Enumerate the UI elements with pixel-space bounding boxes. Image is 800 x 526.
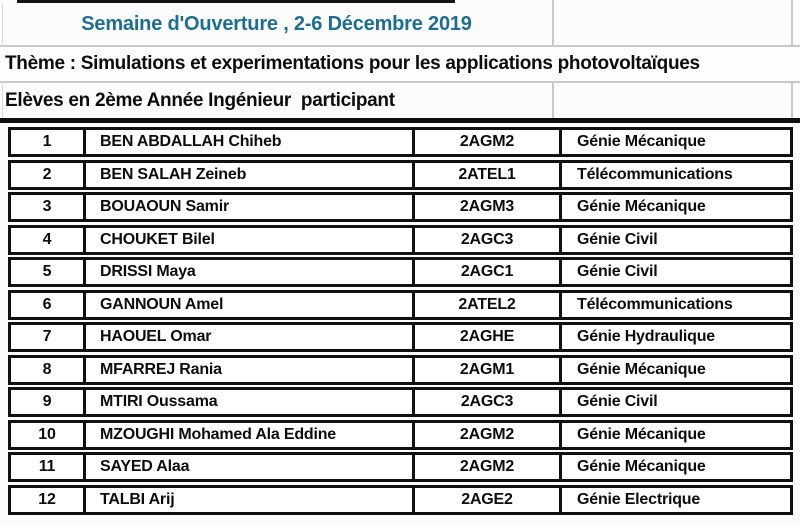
department-cell: Génie Electrique: [577, 490, 701, 508]
student-name-cell: MTIRI Oussama: [86, 390, 415, 414]
student-name-cell: DRISSI Maya: [86, 260, 415, 284]
students-table: [8, 127, 793, 515]
class-group-cell: 2AGC3: [415, 228, 562, 252]
row-number-cell: 5: [11, 260, 86, 284]
department-cell: Télécommunications: [577, 295, 733, 313]
table-row: [8, 485, 793, 515]
student-name-cell: SAYED Alaa: [86, 455, 415, 479]
row-number-cell: 2: [11, 163, 86, 187]
table-row: [8, 452, 793, 482]
class-group-cell: 2AGHE: [415, 325, 562, 349]
participants-line: Elèves en 2ème Année Ingénieur participant: [5, 89, 395, 111]
department-cell: Génie Civil: [577, 263, 658, 280]
row-number-cell: 7: [11, 325, 86, 349]
section-divider: [0, 118, 800, 123]
row-number-cell: 6: [11, 293, 86, 317]
table-row: [8, 257, 793, 287]
department-cell: Génie Civil: [577, 393, 658, 410]
class-group-cell: 2AGC1: [415, 260, 562, 284]
department-cell: Génie Civil: [577, 230, 658, 248]
row-number-cell: 12: [11, 488, 86, 512]
class-group-cell: 2AGM3: [415, 195, 562, 219]
class-group-cell: 2AGC3: [415, 390, 562, 414]
row-number-cell: 4: [11, 228, 86, 252]
table-row: [8, 160, 793, 190]
department-cell: Génie Mécanique: [577, 425, 706, 443]
student-name-cell: BOUAOUN Samir: [86, 195, 415, 219]
student-name-cell: CHOUKET Bilel: [86, 228, 415, 252]
row-number-cell: 11: [11, 455, 86, 479]
student-name-cell: TALBI Arij: [86, 488, 415, 512]
table-row: [8, 387, 793, 417]
table-row: [8, 127, 793, 157]
table-row: [8, 290, 793, 320]
row-number-cell: 3: [11, 195, 86, 219]
student-name-cell: HAOUEL Omar: [86, 325, 415, 349]
class-group-cell: 2ATEL1: [415, 163, 562, 187]
department-cell: Génie Mécanique: [577, 133, 706, 150]
department-cell: Génie Mécanique: [577, 458, 706, 475]
student-name-cell: BEN SALAH Zeineb: [86, 163, 415, 187]
row-number-cell: 10: [11, 423, 86, 447]
department-cell: Génie Hydraulique: [577, 328, 715, 345]
table-row: [8, 322, 793, 352]
student-name-cell: GANNOUN Amel: [86, 293, 415, 317]
class-group-cell: 2AGM1: [415, 358, 562, 382]
document-title: Semaine d'Ouverture , 2-6 Décembre 2019: [81, 12, 472, 35]
class-group-cell: 2AGM2: [415, 455, 562, 479]
class-group-cell: 2ATEL2: [415, 293, 562, 317]
student-name-cell: MFARREJ Rania: [86, 358, 415, 382]
table-row: [8, 420, 793, 450]
class-group-cell: 2AGE2: [415, 488, 562, 512]
row-number-cell: 9: [11, 390, 86, 414]
department-cell: Génie Mécanique: [577, 360, 706, 378]
row-number-cell: 8: [11, 358, 86, 382]
class-group-cell: 2AGM2: [415, 423, 562, 447]
theme-line: Thème : Simulations et experimentations pour les applications photovoltaïques: [0, 47, 800, 81]
class-group-cell: 2AGM2: [415, 130, 562, 154]
student-name-cell: MZOUGHI Mohamed Ala Eddine: [86, 423, 415, 447]
department-cell: Télécommunications: [577, 165, 733, 183]
department-cell: Génie Mécanique: [577, 198, 706, 215]
student-name-cell: BEN ABDALLAH Chiheb: [86, 130, 415, 154]
table-row: [8, 225, 793, 255]
row-number-cell: 1: [11, 130, 86, 154]
table-row: [8, 192, 793, 222]
table-row: [8, 355, 793, 385]
